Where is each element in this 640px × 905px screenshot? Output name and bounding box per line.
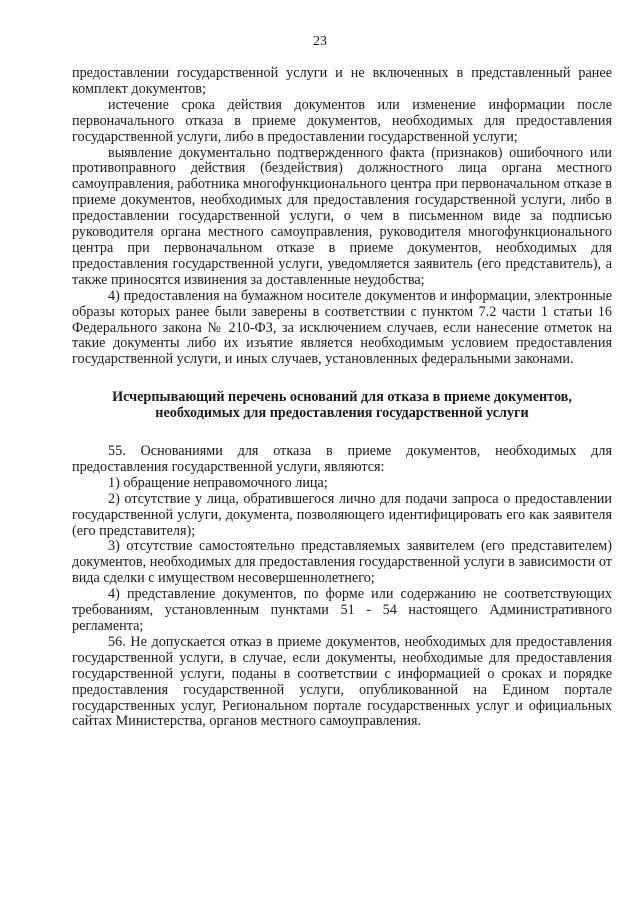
paragraph-56: 56. Не допускается отказ в приеме документов, необходимых для предоставления государственной услуги, в случае, если документы, необходимые для предоставления государственной услуги, поданы в соответствии с информацией о сроках и порядке предоставления государственной услуги, опубликованной на Едином портале государственных услуг, Региональном портале государственных услуг и официальных сайтах Министерства, органов местного самоуправления. bbox=[72, 633, 612, 730]
section-heading-line-2: необходимых для предоставления государственной услуги bbox=[155, 405, 529, 422]
paragraph-item-4-paper-documents: 4) предоставления на бумажном носителе документов и информации, электронные образы которых ранее были заверены в соответствии с пунктом 7.2 части 1 статьи 16 Федерального закона № 210-ФЗ, за исключением случаев, если нанесение отметок на такие документы либо их изъятие является необходимым условием предоставления государственной услуги, и иных случаев, установленных федеральными законами. bbox=[72, 287, 612, 368]
paragraph-55: 55. Основаниями для отказа в приеме документов, необходимых для предоставления государственной услуги, являются: bbox=[72, 443, 612, 475]
paragraph-continuation: предоставлении государственной услуги и не включенных в представленный ранее комплект документов; bbox=[72, 65, 612, 97]
page-number: 23 bbox=[313, 34, 327, 49]
paragraph-55-item-4: 4) представление документов, по форме или содержанию не соответствующих требованиям, установленным пунктами 51 - 54 настоящего Административного регламента; bbox=[72, 586, 612, 634]
section-heading bbox=[72, 390, 612, 422]
document-body bbox=[72, 66, 612, 730]
section-heading-line-1: Исчерпывающий перечень оснований для отказа в приеме документов, bbox=[112, 389, 572, 406]
paragraph-55-item-2: 2) отсутствие у лица, обратившегося лично для подачи запроса о предоставлении государственной услуги, документа, позволяющего идентифицировать его как заявителя (его представителя); bbox=[72, 490, 612, 539]
paragraph-55-item-3: 3) отсутствие самостоятельно представляемых заявителем (его представителем) документов, необходимых для предоставления государственной услуги в зависимости от вида сделки с имуществом несовершеннолетнего; bbox=[72, 538, 612, 587]
paragraph-55-item-1: 1) обращение неправомочного лица; bbox=[108, 474, 328, 491]
paragraph-expiry: истечение срока действия документов или изменение информации после первоначального отказа в приеме документов, необходимых для предоставления государственной услуги, либо в предоставлении государственной услуги; bbox=[72, 96, 612, 145]
paragraph-error-detection: выявление документально подтвержденного факта (признаков) ошибочного или противоправного действия (бездействия) должностного лица органа местного самоуправления, работника многофункционального центра при первоначальном отказе в приеме документов, необходимых для предоставления государственной услуги, либо в предоставлении государственной услуги, о чем в письменном виде за подписью руководителя органа местного самоуправления, руководителя многофункционального центра при первоначальном отказе в приеме документов, необходимых для предоставления государственной услуги, уведомляется заявитель (его представитель), а также приносятся извинения за доставленные неудобства; bbox=[72, 144, 612, 288]
